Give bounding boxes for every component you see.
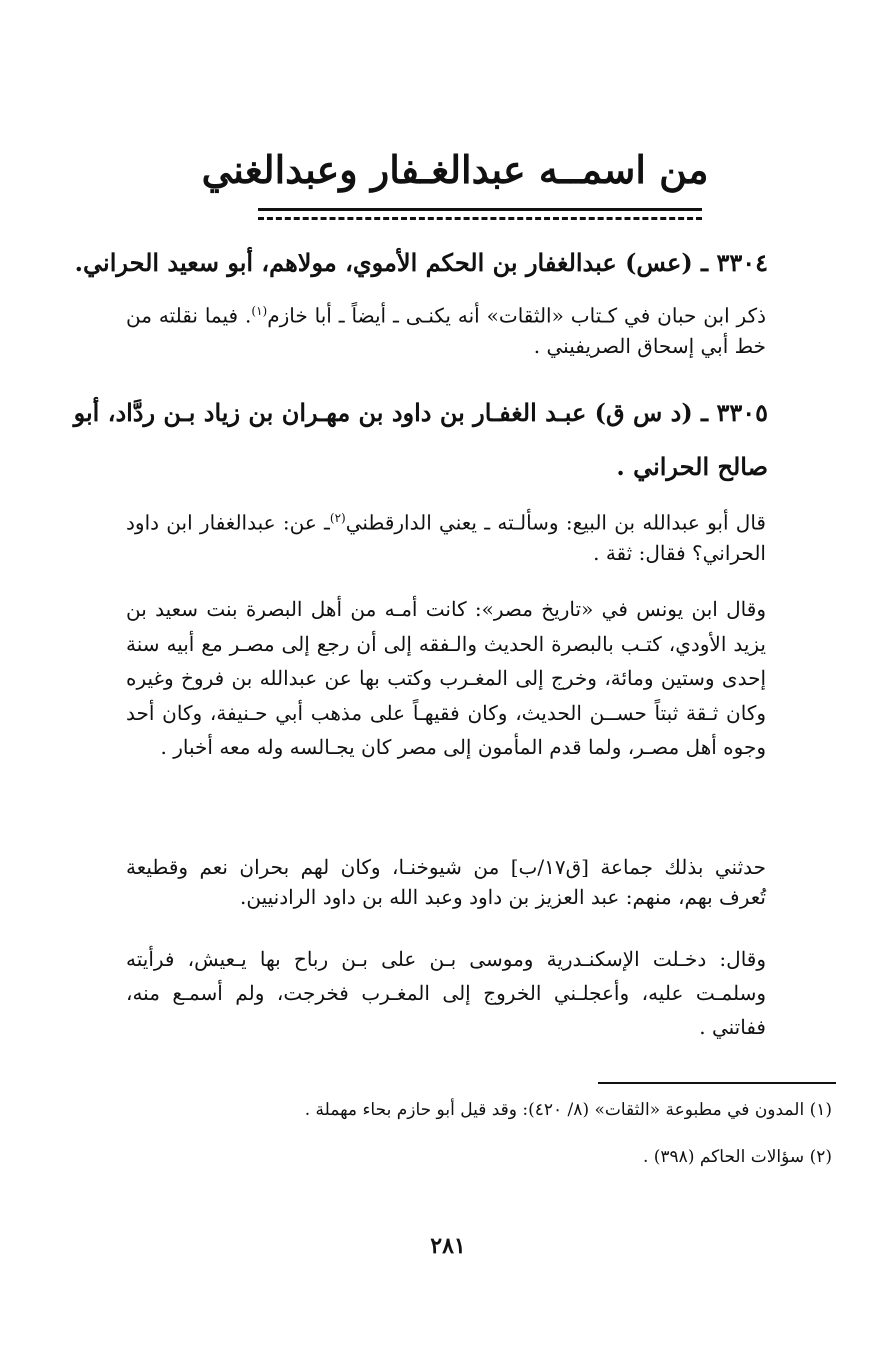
footnote: (٢) سؤالات الحاكم (٣٩٨) .	[642, 1147, 832, 1167]
title-underline	[258, 208, 702, 220]
footnote-marker: (٢)	[329, 511, 346, 525]
paragraph: وقال ابن يونس في «تاريخ مصر»: كانت أمـه من أهل البصرة بنت سعيد بن يزيد الأودي، كتـب بالبصرة الحديث والـفقه إلى أن رجع إلى مصـر مع أبيه سنة إحدى وستين ومائة، وخرج إلى المغـرب وكتب بها عن عبدالله بن فروخ وغيره وكان ثـقة ثبتاً حســن الحديث، وكان فقيهـاً على مذهب أبي حـنيفة، وكان أحد وجوه أهل مصـر، ولما قدم المأمون إلى مصر كان يجـالسه وله معه أخبار .	[126, 597, 766, 759]
paragraph	[126, 503, 766, 568]
paragraph: وقال: دخـلت الإسكنـدرية وموسى بـن على بـن رباح بها يـعيش، فرأيته وسلمـت عليه، وأعجلـني الخروج إلى المغـرب فخرجت، ولم أسمـع منه، ففاتني .	[126, 947, 766, 1039]
footnote-marker: (١)	[251, 304, 268, 318]
entry-heading: ٣٣٠٥ ـ (د س ق) عبـد الغفـار بن داود بن مهـران بن زياد بـن ردَّاد، أبو	[73, 398, 768, 427]
paragraph: حدثني بذلك جماعة [ق١٧/ب] من شيوخنـا، وكان لهم بحران نعم وقطيعة تُعرف بهم، منهم: عبد العزيز بن داود وعبد الله بن داود الرادنيين.	[126, 855, 767, 909]
entry-heading-continued: صالح الحراني .	[616, 452, 768, 481]
entry-heading: ٣٣٠٤ ـ (عس) عبدالغفار بن الحكم الأموي، مولاهم، أبو سعيد الحراني.	[74, 248, 768, 277]
page-number: ٢٨١	[430, 1233, 466, 1259]
footnote-separator	[598, 1082, 836, 1084]
paragraph-text: ـ عن: عبدالغفار ابن داود الحراني؟ فقال: ثقة .	[126, 510, 766, 565]
paragraph-text: . فيما نقلته من خط أبي إسحاق الصريفيني .	[126, 303, 766, 358]
paragraph-text: قال أبو عبدالله بن البيع: وسألـته ـ يعني الدارقطني	[345, 510, 766, 535]
paragraph-text: ذكر ابن حبان في كـتاب «الثقات» أنه يكنـى ـ أيضاً ـ أبا خازم	[267, 303, 767, 328]
chapter-title: من اسمــه عبدالغـفار وعبدالغني	[201, 147, 709, 192]
paragraph	[126, 296, 766, 361]
footnote: (١) المدون في مطبوعة «الثقات» (٨/ ٤٢٠): وقد قيل أبو حازم بحاء مهملة .	[304, 1100, 832, 1120]
